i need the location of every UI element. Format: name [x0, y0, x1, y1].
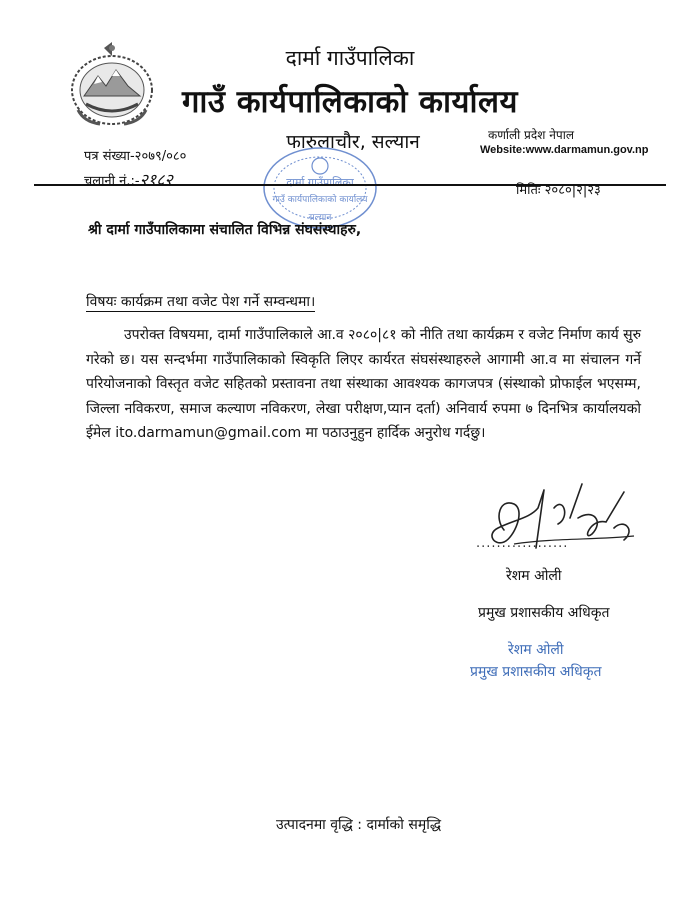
handwritten-signature	[474, 478, 644, 564]
stamp-place: सल्यान	[308, 213, 332, 223]
office-name: गाउँ कार्यपालिकाको कार्यालय	[181, 84, 519, 120]
signatory-title: प्रमुख प्रशासकीय अधिकृत	[478, 605, 610, 621]
seal-title: प्रमुख प्रशासकीय अधिकृत	[470, 664, 602, 680]
letter-body	[86, 323, 641, 446]
dispatch-label: चलानी नं.:-	[84, 174, 140, 189]
recipient-line: श्री दार्मा गाउँपालिकामा संचालित विभिन्न संघसंस्थाहरु,	[88, 222, 362, 238]
letter-date: मितिः २०८०|२|२३	[516, 183, 601, 198]
nepal-emblem-icon	[64, 40, 160, 130]
dispatch-line	[84, 168, 173, 190]
website: Website:www.darmamun.gov.np	[480, 144, 649, 156]
letter-number: पत्र संख्या-२०७९/०८०	[84, 149, 187, 164]
province-name: कर्णाली प्रदेश नेपाल	[488, 128, 574, 142]
stamp-subtext: गाउँ कार्यपालिकाको कार्यालय	[272, 195, 368, 205]
stamp-text: दार्मा गाउँपालिका	[286, 176, 354, 189]
dispatch-number: २१८२	[139, 170, 173, 189]
seal-name: रेशम ओली	[508, 642, 564, 658]
office-address: फारुलाचौर, सल्यान	[286, 131, 420, 153]
subject-text: विषयः कार्यक्रम तथा वजेट पेश गर्ने सम्वन्धमा।	[86, 294, 316, 310]
subject-line	[86, 292, 315, 311]
footer-slogan: उत्पादनमा वृद्धि : दार्माको समृद्धि	[276, 817, 442, 833]
signatory-name: रेशम ओली	[506, 568, 562, 584]
municipality-name: दार्मा गाउँपालिका	[285, 46, 415, 70]
signature-dots: ..................	[476, 536, 569, 551]
body-text: उपरोक्त विषयमा, दार्मा गाउँपालिकाले आ.व २०८०|८१ को नीति तथा कार्यक्रम र वजेट निर्माण कार्य सुरु गरेको छ। यस सन्दर्भमा गाउँपालिकाको स्विकृति लिएर कार्यरत संघसंस्थाहरुले आगामी आ.व मा संचालन गर्ने परियोजनाको विस्तृत वजेट सहितको प्रस्तावना तथा संस्थाका आवश्यक कागजपत्र (संस्थाको प्रोफाईल भएसम्म, जिल्ला नविकरण, समाज कल्याण नविकरण, लेखा परीक्षण,प्यान दर्ता) अनिवार्य रुपमा ७ दिनभित्र कार्यालयको ईमेल ito.darmamun@gmail.com मा पठाउनुहुन हार्दिक अनुरोध गर्दछु।	[86, 327, 641, 442]
